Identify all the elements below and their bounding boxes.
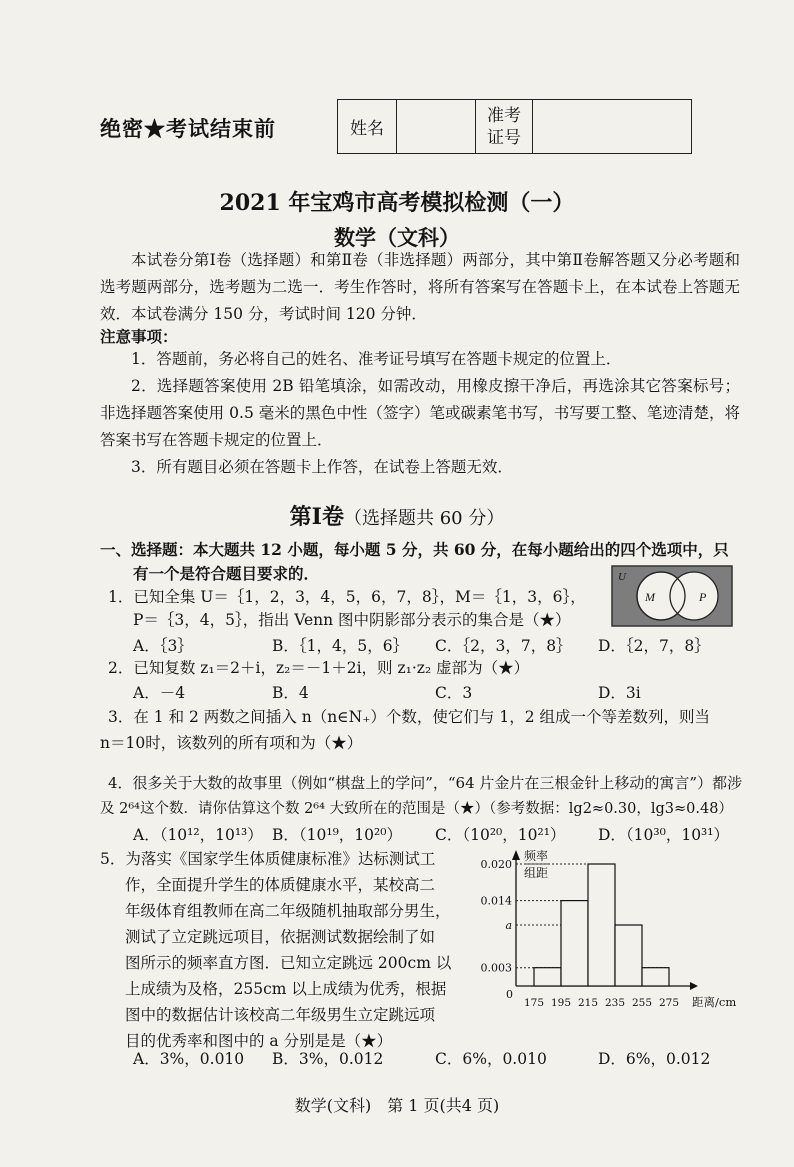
question-5-text: 5．为落实《国家学生体质健康标准》达标测试工 作，全面提升学生的体质健康水平，某校高二 年级体育组教师在高二年级随机抽取部分男生， 测试了立定跳远项目，依据测试数据绘制了如 图所示的频率直方图．已知立定跳远 200cm 以 上成绩为及格，255cm 以上成绩为优秀，根据 图中的数据估计该校高二年级男生立定跳远项 目的优秀率和图中的 a 分别是是（★） — [100, 850, 452, 1050]
q4-option-b[interactable]: B．（10¹⁹，10²⁰） — [272, 826, 402, 844]
q5-option-d[interactable]: D．6%，0.012 — [598, 1050, 711, 1068]
q2-option-c[interactable]: C．3 — [435, 684, 473, 702]
notes-list — [100, 346, 740, 481]
venn-m-label: M — [645, 590, 655, 604]
origin-label: 0 — [506, 988, 513, 1001]
q2-option-b[interactable]: B．4 — [272, 684, 309, 702]
x-tick-label: 235 — [604, 997, 626, 1009]
q4-option-a[interactable]: A．（10¹²，10¹³） — [133, 826, 263, 844]
frequency-histogram — [462, 846, 762, 1014]
q5-option-c[interactable]: C．6%，0.010 — [435, 1050, 547, 1068]
id-label: 准考 证号 — [476, 100, 533, 154]
histogram-bar — [642, 968, 669, 986]
note-item: 1．答题前，务必将自己的姓名、准考证号填写在答题卡规定的位置上． — [131, 350, 622, 368]
q4-option-d[interactable]: D．（10³⁰，10³¹） — [598, 826, 729, 844]
venn-u-label: U — [618, 571, 626, 583]
question-3-line1: 3．在 1 和 2 两数之间插入 n（n∈N₊）个数，使它们与 1，2 组成一个等差数列，则当 — [108, 708, 710, 726]
venn-circle-p — [670, 572, 718, 620]
name-field[interactable] — [397, 100, 476, 154]
q4-option-c[interactable]: C．（10²⁰，10²¹） — [435, 826, 566, 844]
exam-title: 2021 年宝鸡市高考模拟检测（一） — [219, 190, 575, 216]
part-heading-line2: 有一个是符合题目要求的． — [133, 564, 320, 583]
confidential-label: 绝密★考试结束前 — [100, 116, 276, 141]
page-footer: 数学(文科) 第 1 页(共4 页) — [294, 1096, 500, 1115]
notes-heading: 注意事项： — [100, 327, 178, 346]
id-field[interactable] — [533, 100, 692, 154]
x-tick-label: 215 — [577, 997, 599, 1009]
x-tick-label: 175 — [523, 997, 545, 1009]
section-heading: 第Ⅰ卷（选择题共 60 分） — [289, 504, 505, 530]
exam-subtitle: 数学（文科） — [334, 225, 460, 250]
note-item: 3．所有题目必须在答题卡上作答，在试卷上答题无效． — [131, 458, 513, 476]
x-axis-arrow — [690, 982, 698, 990]
intro-text: 本试卷分第Ⅰ卷（选择题）和第Ⅱ卷（非选择题）两部分，其中第Ⅱ卷解答题又分必考题和选考题两部分，选考题为二选一．考生作答时，将所有答案写在答题卡上，在本试卷上答题无效．本试卷满分 150 分，考试时间 120 分钟． — [100, 251, 740, 323]
histogram-bar — [615, 925, 642, 986]
question-4-line1: 4．很多关于大数的故事里（例如“棋盘上的学问”，“64 片金片在三根金针上移动的寓言”）都涉 — [108, 774, 743, 792]
y-label-top: 频率 — [524, 849, 549, 863]
question-3-line2: n＝10时，该数列的所有项和为（★） — [100, 734, 363, 752]
histogram-bar — [588, 864, 615, 986]
candidate-info-box — [337, 99, 692, 154]
x-axis-label: 距离/cm — [692, 995, 737, 1009]
question-4-line2: 及 2⁶⁴这个数．请你估算这个数 2⁶⁴ 大致所在的范围是（★）（参考数据：lg2≈0.30，lg3≈0.48） — [100, 801, 733, 817]
note-item: 2．选择题答案使用 2B 铅笔填涂，如需改动，用橡皮擦干净后，再选涂其它答案标号；非选择题答案使用 0.5 毫米的黑色中性（签字）笔或碳素笔书写，书写要工整、笔迹清楚，将答案书写在答题卡规定的位置上． — [100, 377, 740, 449]
x-tick-label: 275 — [658, 997, 680, 1009]
q1-option-c[interactable]: C．｛2，3，7，8｝ — [435, 637, 572, 655]
question-1-line1: 1．已知全集 U＝｛1，2，3，4，5，6，7，8｝，M＝｛1，3，6｝， — [108, 588, 586, 606]
x-tick-label: 195 — [550, 997, 572, 1009]
y-tick-label: a — [505, 919, 512, 932]
y-tick-label: 0.014 — [480, 894, 512, 908]
part-heading-line1: 一、选择题：本大题共 12 小题，每小题 5 分，共 60 分，在每小题给出的四个选项中，只 — [100, 540, 729, 559]
q1-option-a[interactable]: A．｛3｝ — [133, 637, 193, 655]
histogram-bar — [534, 968, 561, 986]
q1-option-d[interactable]: D．｛2，7，8｝ — [598, 637, 710, 655]
q2-option-a[interactable]: A．－4 — [133, 684, 186, 702]
y-tick-label: 0.003 — [480, 961, 512, 975]
venn-p-label: P — [699, 590, 707, 604]
question-1-line2: P＝｛3，4，5｝，指出 Venn 图中阴影部分表示的集合是（★） — [133, 611, 571, 629]
y-label-bottom: 组距 — [524, 866, 549, 880]
q5-option-a[interactable]: A．3%，0.010 — [133, 1050, 245, 1068]
y-axis-arrow — [512, 850, 520, 860]
q1-option-b[interactable]: B．｛1，4，5，6｝ — [272, 637, 409, 655]
venn-diagram — [611, 565, 733, 627]
x-tick-label: 255 — [631, 997, 653, 1009]
name-label: 姓名 — [338, 100, 397, 154]
question-2: 2．已知复数 z₁＝2＋i，z₂＝－1＋2i，则 z₁·z₂ 虚部为（★） — [108, 659, 530, 677]
y-tick-label: 0.020 — [480, 858, 512, 871]
q5-option-b[interactable]: B．3%，0.012 — [272, 1050, 384, 1068]
q2-option-d[interactable]: D．3i — [598, 684, 641, 702]
histogram-bar — [561, 901, 588, 986]
